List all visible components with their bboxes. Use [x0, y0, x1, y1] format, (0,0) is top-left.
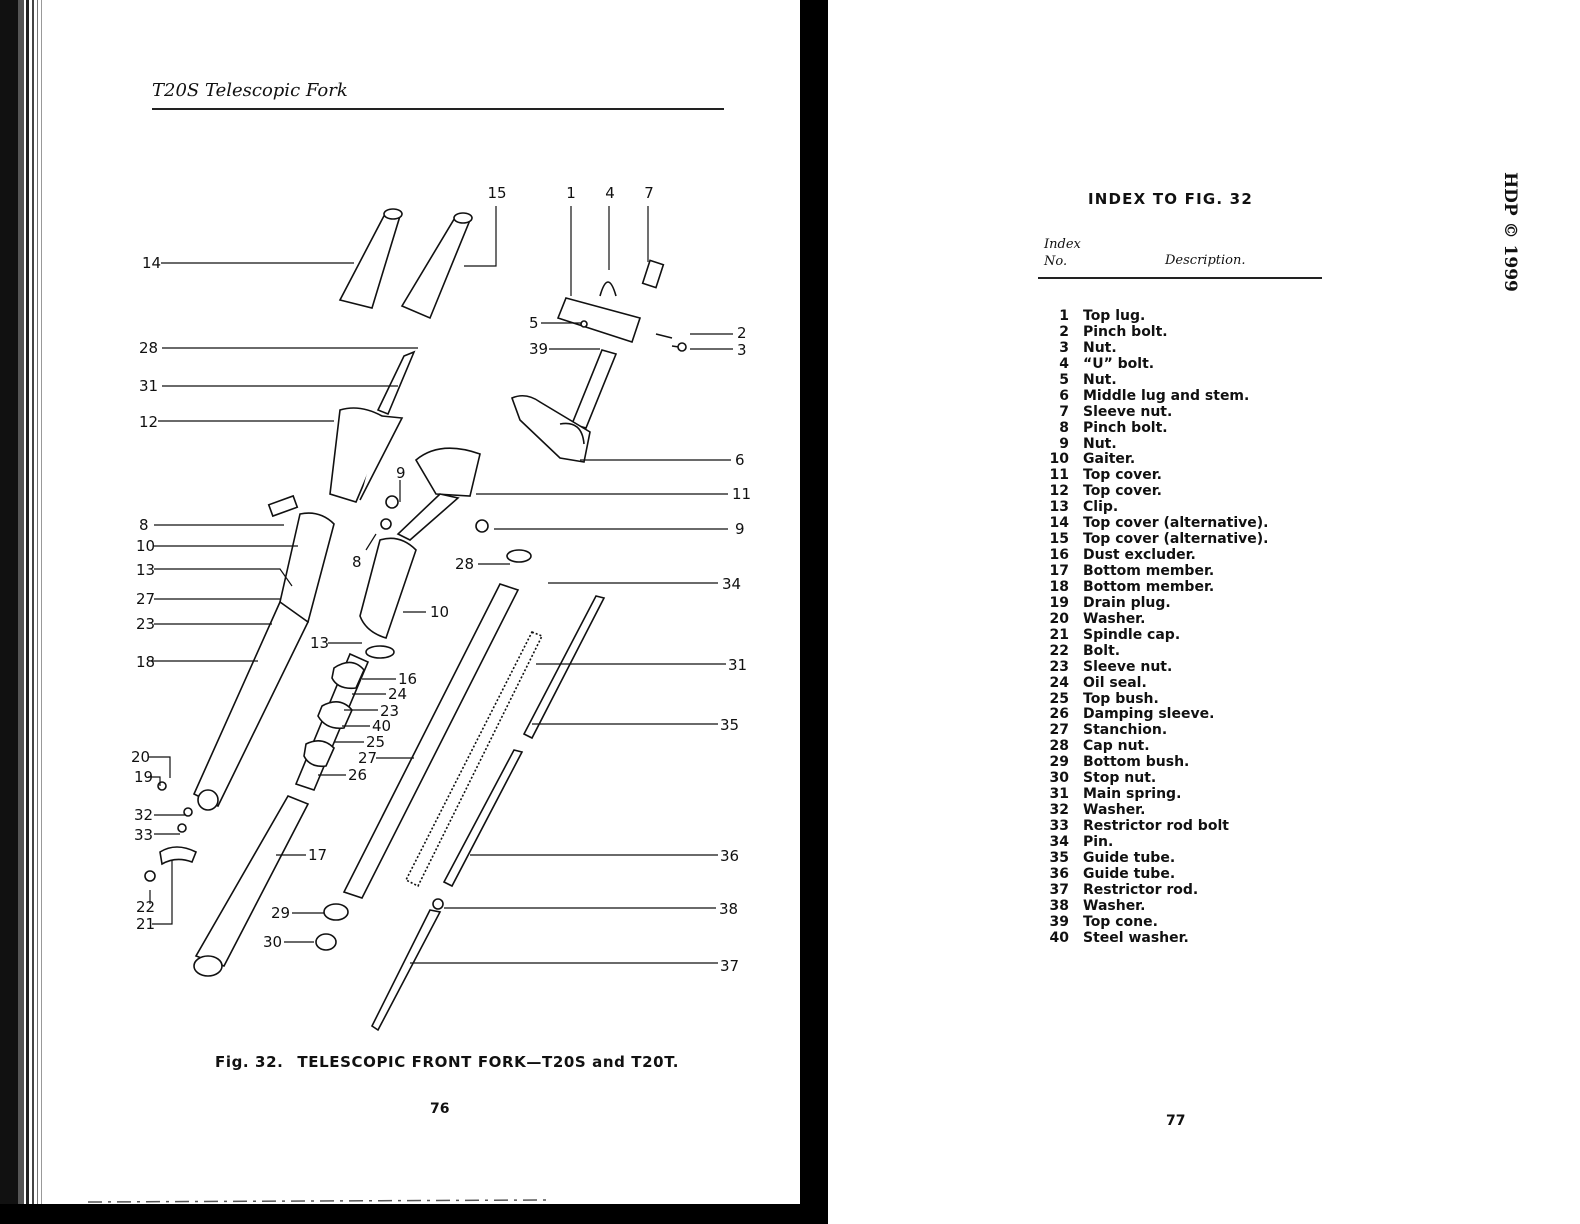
part-index-number: 21 [1049, 626, 1069, 643]
part-description: “U” bolt. [1083, 355, 1155, 372]
part-index-number: 4 [1059, 355, 1069, 372]
figure-label: 23 [380, 702, 400, 720]
parts-list-item [1038, 723, 1269, 739]
parts-list-item [1038, 452, 1269, 468]
part-index-number: 16 [1049, 547, 1069, 564]
parts-list-item [1038, 468, 1269, 484]
figure-label: 10 [136, 537, 156, 555]
parts-list-item [1038, 421, 1269, 437]
part-description: Drain plug. [1083, 594, 1171, 611]
column-header-index-line2: No. [1044, 254, 1068, 269]
parts-list-item [1038, 516, 1269, 532]
gutter-shadow [800, 0, 828, 1224]
figure-label: 16 [398, 670, 418, 688]
parts-list-item [1038, 883, 1269, 899]
part-index-number: 34 [1049, 833, 1069, 850]
part-index-number: 27 [1049, 722, 1069, 739]
part-description: Restrictor rod. [1083, 881, 1199, 898]
part-index-number: 30 [1049, 770, 1069, 787]
parts-list-item [1038, 755, 1269, 771]
part-description: Nut. [1083, 339, 1117, 356]
part-description: Bottom member. [1083, 563, 1215, 579]
figure-label: 14 [142, 254, 162, 272]
part-index-number: 20 [1049, 610, 1069, 627]
part-description: Spindle cap. [1083, 626, 1181, 643]
figure-label: 20 [131, 748, 151, 766]
parts-list-item [1038, 787, 1269, 803]
parts-list-item [1038, 596, 1269, 612]
parts-list [1038, 309, 1269, 947]
figure-label: 13 [136, 561, 156, 579]
part-index-number: 2 [1059, 323, 1069, 340]
parts-list-item [1038, 707, 1269, 723]
part-index-number: 38 [1049, 897, 1069, 914]
figure-label: 15 [487, 184, 507, 202]
parts-list-item [1038, 389, 1269, 405]
part-description: Restrictor rod bolt [1083, 818, 1229, 834]
figure-label: 7 [644, 184, 654, 202]
part-description: Main spring. [1083, 786, 1182, 803]
parts-list-item [1038, 660, 1269, 676]
figure-label: 27 [358, 749, 378, 767]
figure-label: 17 [308, 846, 328, 864]
part-index-number: 12 [1049, 483, 1069, 500]
part-description: Middle lug and stem. [1083, 387, 1250, 404]
middle-lug-part [512, 350, 616, 462]
running-head: T20S Telescopic Fork [152, 80, 348, 101]
figure-label: 40 [372, 717, 392, 735]
part-index-number: 28 [1049, 738, 1069, 755]
part-index-number: 13 [1049, 499, 1069, 516]
part-index-number: 15 [1049, 531, 1069, 548]
part-index-number: 37 [1049, 881, 1069, 898]
part-description: Sleeve nut. [1083, 658, 1173, 675]
exploded-fork-diagram [40, 0, 800, 1050]
figure-label: 23 [136, 615, 156, 633]
figure-label: 34 [722, 575, 742, 593]
figure-label: 31 [139, 377, 159, 395]
figure-label: 21 [136, 915, 156, 933]
part-index-number: 5 [1059, 371, 1069, 388]
callout-labels [131, 184, 751, 975]
part-index-number: 18 [1049, 578, 1069, 595]
parts-list-item [1038, 867, 1269, 883]
parts-list-item [1038, 341, 1269, 357]
parts-list-item [1038, 532, 1269, 548]
part-index-number: 25 [1049, 690, 1069, 707]
parts-list-item [1038, 771, 1269, 787]
part-description: Top lug. [1083, 308, 1146, 324]
part-index-number: 29 [1049, 754, 1069, 771]
part-description: Washer. [1083, 802, 1146, 819]
figure-title: TELESCOPIC FRONT FORK—T20S and T20T. [297, 1053, 680, 1071]
figure-label: 28 [455, 555, 475, 573]
parts-list-item [1038, 644, 1269, 660]
leader-lines [148, 206, 733, 963]
figure-label: 3 [737, 341, 747, 359]
figure-label: 1 [566, 184, 576, 202]
page-number: 77 [1166, 1113, 1186, 1129]
part-description: Stop nut. [1083, 770, 1157, 787]
part-index-number: 31 [1049, 786, 1069, 803]
part-description: Nut. [1083, 371, 1117, 388]
figure-label: 12 [139, 413, 159, 431]
page-number: 76 [430, 1101, 450, 1117]
figure-label: 22 [136, 898, 156, 916]
figure-label: 24 [388, 685, 408, 703]
figure-label: 36 [720, 847, 740, 865]
column-header-index-line1: Index [1044, 237, 1081, 252]
parts-list-item [1038, 931, 1269, 947]
parts-list-item [1038, 484, 1269, 500]
parts-list-item [1038, 692, 1269, 708]
part-description: Top cover. [1083, 483, 1162, 500]
figure-label: 8 [352, 553, 362, 571]
parts-list-item [1038, 437, 1269, 453]
part-description: Washer. [1083, 610, 1146, 627]
part-index-number: 3 [1059, 339, 1069, 356]
figure-label: 9 [735, 520, 745, 538]
part-description: Guide tube. [1083, 865, 1176, 882]
part-index-number: 8 [1059, 419, 1069, 436]
figure-label: 11 [732, 485, 752, 503]
part-index-number: 6 [1059, 387, 1069, 404]
parts-list-item [1038, 309, 1269, 325]
part-description: Bottom member. [1083, 578, 1215, 595]
figure-label: 37 [720, 957, 740, 975]
parts-list-item [1038, 803, 1269, 819]
part-description: Gaiter. [1083, 451, 1136, 468]
figure-label: 25 [366, 733, 386, 751]
part-description: Top cover. [1083, 467, 1162, 484]
part-description: Top bush. [1083, 690, 1159, 707]
figure-label: 9 [396, 464, 406, 482]
part-description: Pinch bolt. [1083, 323, 1168, 340]
figure-label: 26 [348, 766, 368, 784]
part-description: Damping sleeve. [1083, 706, 1215, 723]
part-description: Bottom bush. [1083, 754, 1190, 771]
part-index-number: 19 [1049, 594, 1069, 611]
figure-caption [215, 1053, 679, 1071]
part-index-number: 40 [1049, 929, 1069, 946]
figure-label: 6 [735, 451, 745, 469]
figure-label: 8 [139, 516, 149, 534]
top-cover-part [340, 209, 472, 318]
part-description: Washer. [1083, 897, 1146, 914]
figure-label: 18 [136, 653, 156, 671]
part-description: Oil seal. [1083, 674, 1147, 691]
figure-label: 13 [310, 634, 330, 652]
part-description: Guide tube. [1083, 849, 1176, 866]
part-index-number: 22 [1049, 642, 1069, 659]
part-description: Dust excluder. [1083, 547, 1196, 564]
parts-list-item [1038, 819, 1269, 835]
parts-list-item [1038, 612, 1269, 628]
figure-number: Fig. 32. [215, 1053, 284, 1071]
part-description: Stanchion. [1083, 722, 1168, 739]
parts-list-item [1038, 405, 1269, 421]
part-index-number: 23 [1049, 658, 1069, 675]
figure-label: 29 [271, 904, 291, 922]
parts-list-item [1038, 500, 1269, 516]
parts-list-item [1038, 628, 1269, 644]
part-description: Cap nut. [1083, 738, 1150, 755]
part-index-number: 1 [1059, 308, 1069, 324]
part-description: Sleeve nut. [1083, 403, 1173, 420]
left-page [40, 0, 800, 1224]
part-index-number: 35 [1049, 849, 1069, 866]
part-description: Top cover (alternative). [1083, 515, 1269, 532]
column-header-description: Description. [1165, 253, 1246, 268]
parts-list-item [1038, 899, 1269, 915]
top-lug-part [558, 260, 686, 351]
figure-label: 28 [139, 339, 159, 357]
figure-label: 5 [529, 314, 539, 332]
figure-label: 19 [134, 768, 154, 786]
column-header-index [1044, 236, 1081, 270]
part-index-number: 32 [1049, 802, 1069, 819]
parts-list-item [1038, 580, 1269, 596]
part-index-number: 9 [1059, 435, 1069, 452]
part-index-number: 17 [1049, 563, 1069, 579]
figure-label: 4 [605, 184, 615, 202]
parts-list-item [1038, 739, 1269, 755]
figure-label: 10 [430, 603, 450, 621]
part-description: Clip. [1083, 499, 1119, 516]
right-page [828, 0, 1580, 1224]
parts-list-item [1038, 676, 1269, 692]
parts-list-item [1038, 325, 1269, 341]
index-title: INDEX TO FIG. 32 [1088, 190, 1253, 208]
parts-list-item [1038, 564, 1269, 580]
figure-label: 38 [719, 900, 739, 918]
part-description: Top cover (alternative). [1083, 531, 1269, 548]
parts-list-item [1038, 835, 1269, 851]
part-index-number: 7 [1059, 403, 1069, 420]
part-index-number: 33 [1049, 818, 1069, 834]
parts-list-item [1038, 357, 1269, 373]
figure-label: 30 [263, 933, 283, 951]
figure-label: 35 [720, 716, 740, 734]
part-description: Pinch bolt. [1083, 419, 1168, 436]
figure-label: 27 [136, 590, 156, 608]
parts-list-item [1038, 373, 1269, 389]
figure-label: 31 [728, 656, 748, 674]
part-index-number: 26 [1049, 706, 1069, 723]
figure-label: 2 [737, 324, 747, 342]
part-index-number: 24 [1049, 674, 1069, 691]
parts-list-item [1038, 915, 1269, 931]
part-description: Bolt. [1083, 642, 1121, 659]
figure-label: 33 [134, 826, 154, 844]
part-description: Pin. [1083, 833, 1114, 850]
copyright-mark: HDP © 1999 [1500, 172, 1520, 292]
part-description: Steel washer. [1083, 929, 1189, 946]
figure-label: 39 [529, 340, 549, 358]
parts-list-item [1038, 851, 1269, 867]
part-index-number: 10 [1049, 451, 1069, 468]
figure-label: 32 [134, 806, 154, 824]
part-description: Nut. [1083, 435, 1117, 452]
part-description: Top cone. [1083, 913, 1158, 930]
part-index-number: 14 [1049, 515, 1069, 532]
part-index-number: 39 [1049, 913, 1069, 930]
parts-list-item [1038, 548, 1269, 564]
table-header-rule [1038, 277, 1322, 279]
part-index-number: 11 [1049, 467, 1069, 484]
part-index-number: 36 [1049, 865, 1069, 882]
